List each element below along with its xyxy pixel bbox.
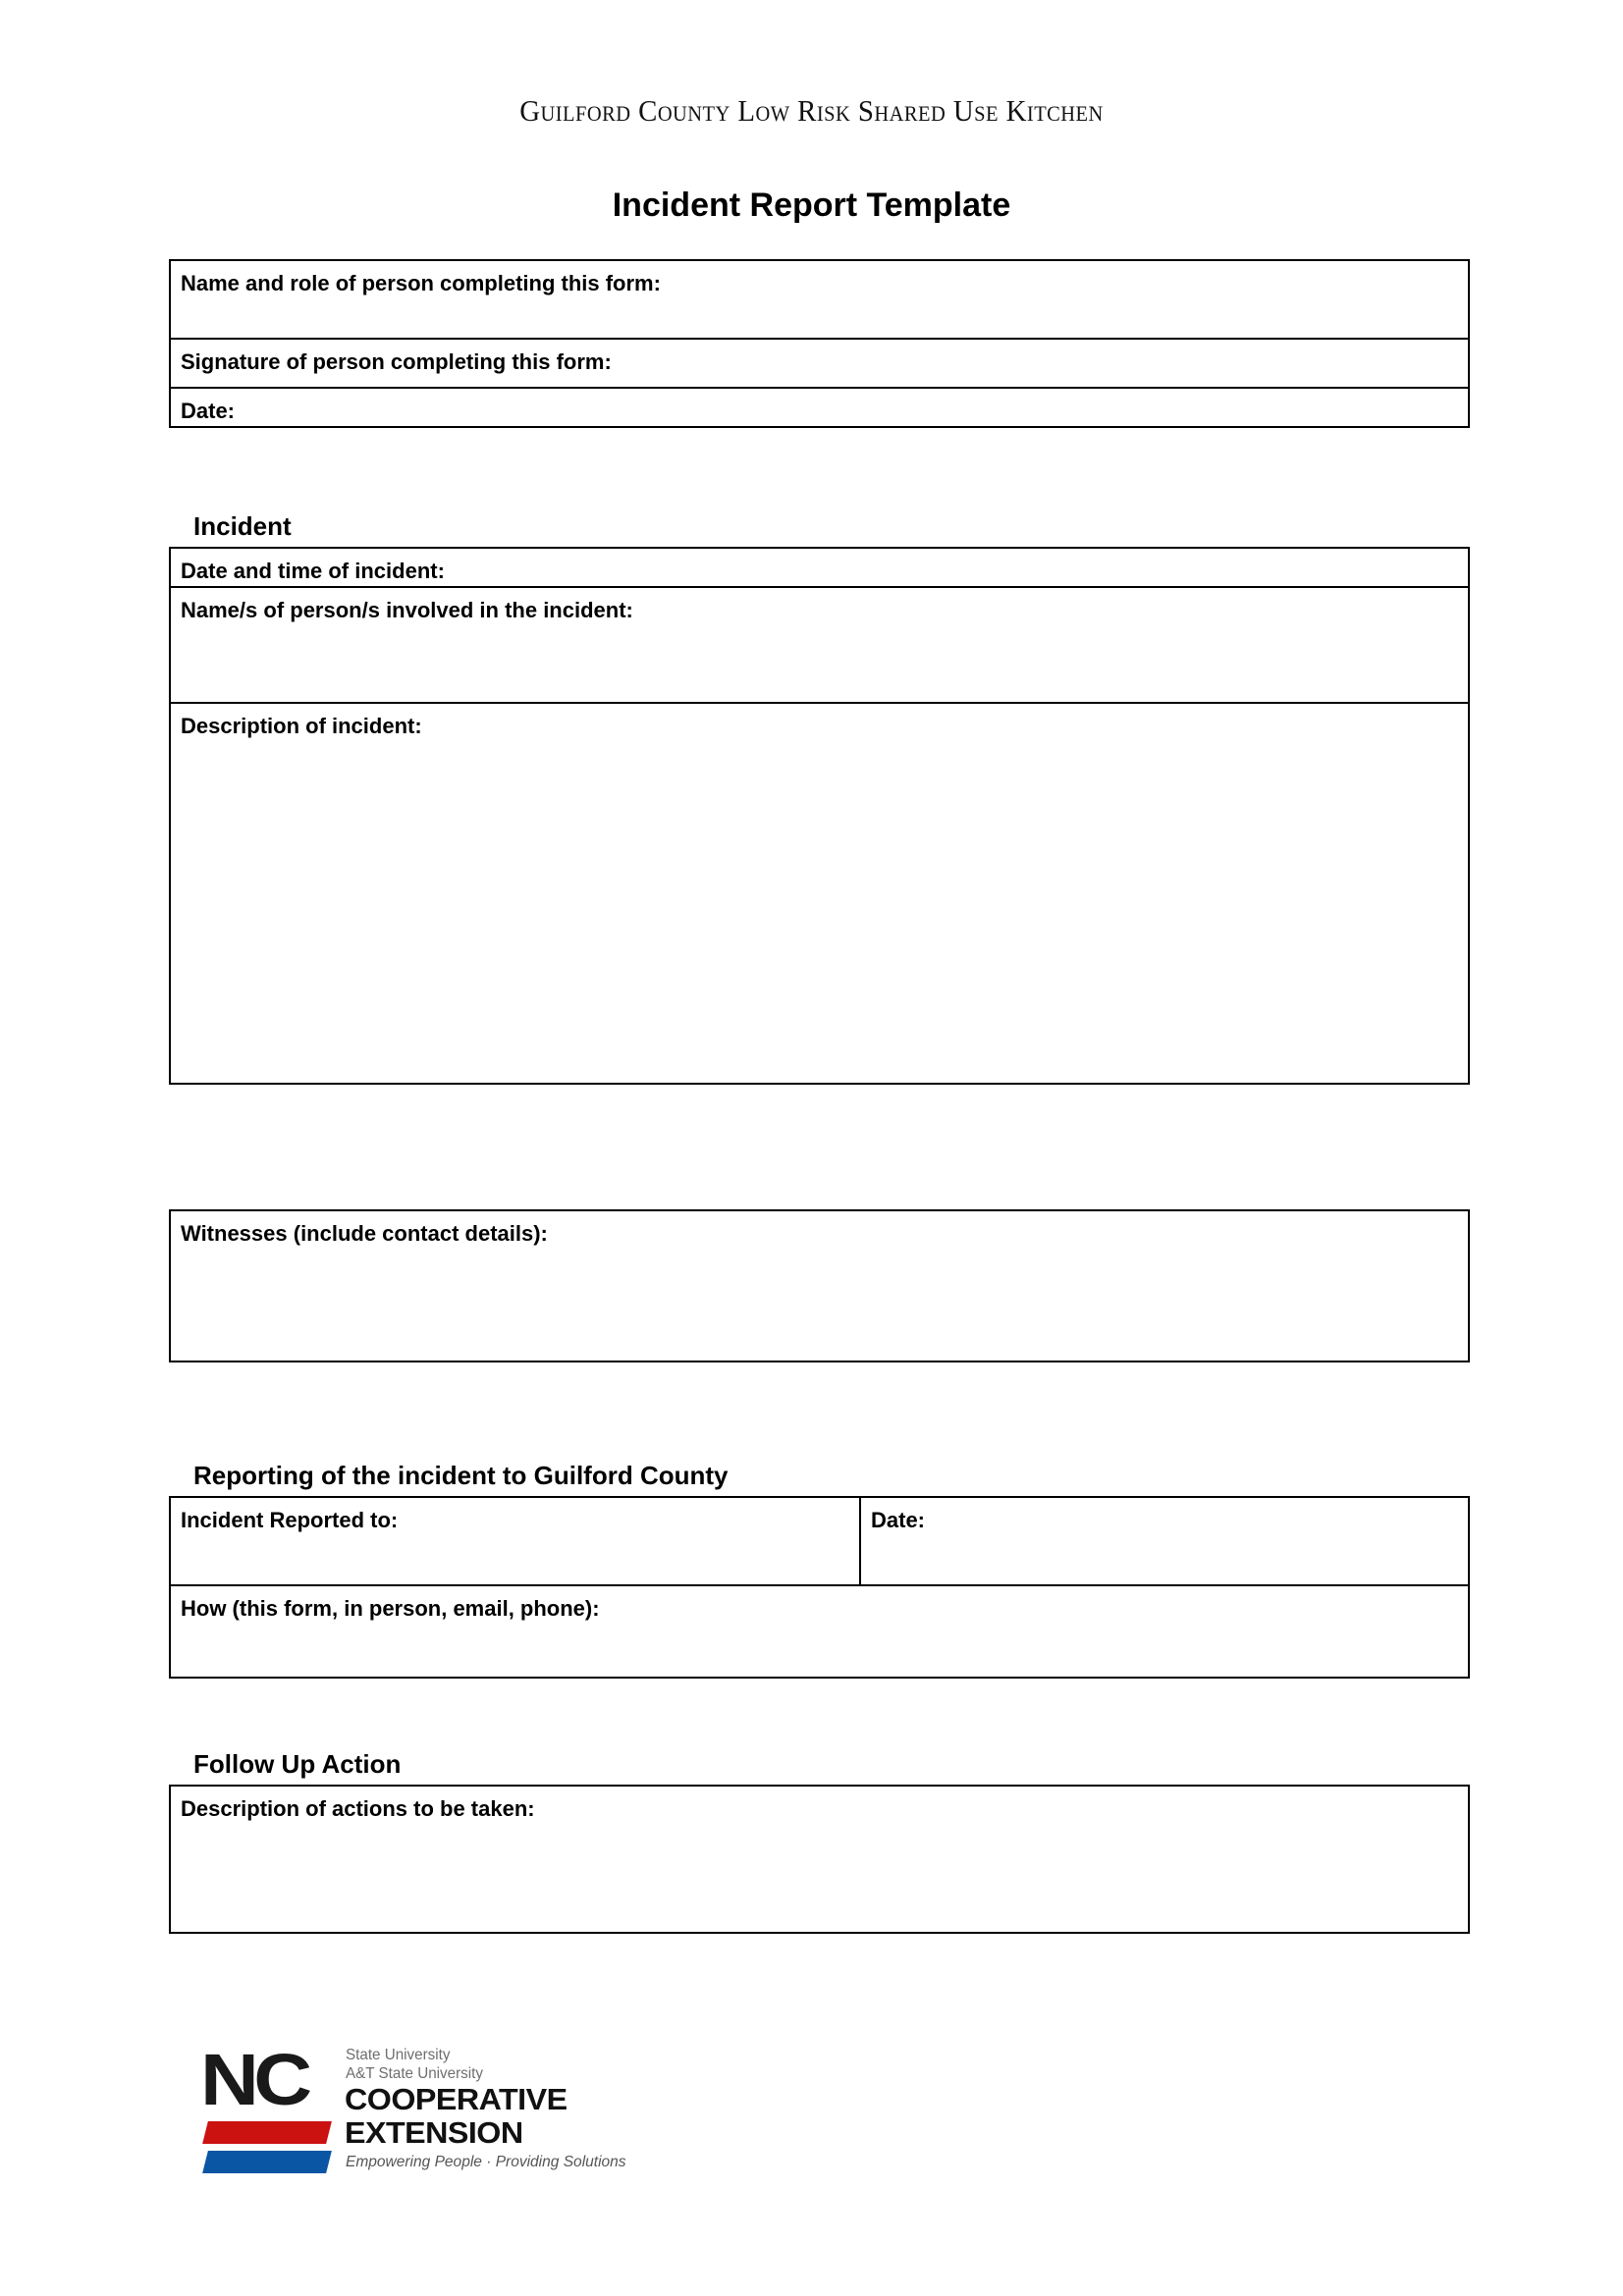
form-table-follow-up xyxy=(169,1785,1470,1934)
table-cell-report-date[interactable] xyxy=(861,1498,1468,1584)
form-table-witnesses xyxy=(169,1209,1470,1362)
page-title: Incident Report Template xyxy=(612,187,1011,224)
field-label: How (this form, in person, email, phone): xyxy=(181,1596,600,1621)
table-row[interactable] xyxy=(171,549,1468,588)
logo-extension-text: EXTENSION xyxy=(345,2115,523,2150)
field-label: Date and time of incident: xyxy=(181,559,445,583)
logo-university-line-2: A&T State University xyxy=(346,2065,483,2082)
field-label: Signature of person completing this form: xyxy=(181,349,612,374)
field-label: Date: xyxy=(181,399,236,423)
field-label: Description of incident: xyxy=(181,714,422,738)
form-table-incident xyxy=(169,547,1470,1085)
table-row[interactable] xyxy=(171,588,1468,704)
table-row[interactable] xyxy=(171,1211,1468,1361)
field-label: Name/s of person/s involved in the incident: xyxy=(181,598,633,622)
table-row xyxy=(171,1498,1468,1586)
nc-wordmark: NC xyxy=(200,2039,307,2120)
table-row[interactable] xyxy=(171,1586,1468,1677)
logo-cooperative-text: COOPERATIVE xyxy=(345,2082,568,2116)
form-table-reporting xyxy=(169,1496,1470,1679)
section-heading-reporting: Reporting of the incident to Guilford County xyxy=(193,1461,729,1490)
table-cell-reported-to[interactable] xyxy=(171,1498,861,1584)
logo-university-lines xyxy=(346,2046,483,2083)
table-row[interactable] xyxy=(171,704,1468,1083)
table-row[interactable] xyxy=(171,261,1468,340)
field-label: Description of actions to be taken: xyxy=(181,1796,535,1821)
field-label: Incident Reported to: xyxy=(181,1508,399,1532)
table-row[interactable] xyxy=(171,389,1468,426)
field-label: Witnesses (include contact details): xyxy=(181,1221,548,1246)
nc-cooperative-extension-logo xyxy=(200,2034,662,2196)
field-label: Date: xyxy=(871,1508,926,1532)
field-label: Name and role of person completing this form: xyxy=(181,271,661,295)
logo-tagline: Empowering People · Providing Solutions xyxy=(346,2154,626,2170)
organization-header: Guilford County Low Risk Shared Use Kitchen xyxy=(519,93,1104,128)
section-heading-incident: Incident xyxy=(193,511,292,541)
table-row[interactable] xyxy=(171,340,1468,389)
logo-red-bar xyxy=(202,2121,332,2144)
section-heading-follow-up: Follow Up Action xyxy=(193,1749,402,1779)
form-table-person-details xyxy=(169,259,1470,428)
logo-university-line-1: State University xyxy=(346,2047,451,2063)
logo-blue-bar xyxy=(202,2151,332,2173)
table-row[interactable] xyxy=(171,1787,1468,1932)
